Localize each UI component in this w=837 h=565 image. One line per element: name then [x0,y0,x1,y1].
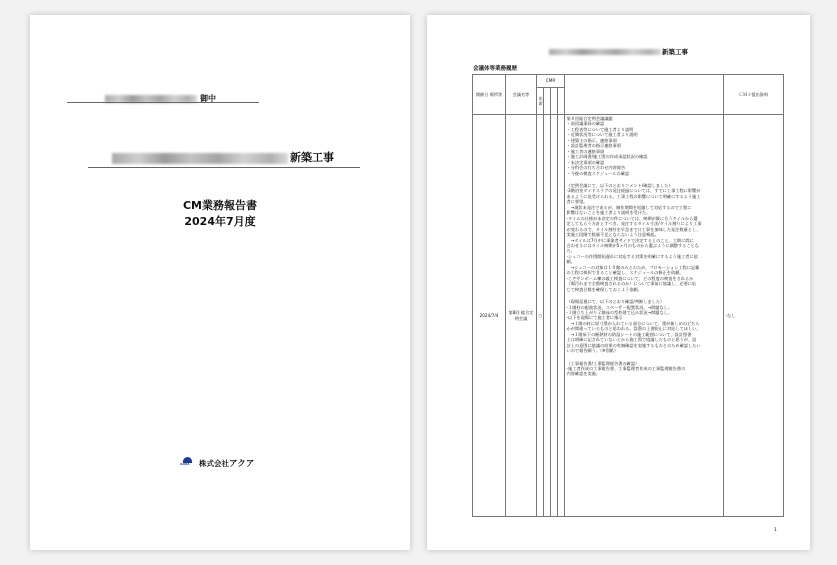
content-line: →１階の柱に原寸墨が入れている部分について、墨が新しめのどちら [566,320,700,326]
header-meeting: 会議名等 [506,75,537,115]
page-number: 1 [774,528,777,533]
content-line: →タイルは7月中に事業者サイドで決定するとのこと。工期に間に [566,237,694,243]
content-line: ・施工計画書/施工図の作成承認状況の確認 [566,154,648,160]
content-line: ・工程表等について施工者より説明 [566,126,634,132]
content-line: 第８回総合定例会議議題 [566,116,613,121]
content-line: （傷汚れまで全数検査されるのか）について事前に協議し、必要に応 [566,281,697,287]
report-header: 新築工事 [427,47,810,56]
project-name: 新築工事 [112,149,334,165]
content-line: 合わせるにはタイル納期が5ヶ月のものから選ぶように調整することな [566,242,699,248]
content-line: （定例会議にて、以下のとおりコメント/確認しました） [566,182,673,188]
header-content [565,75,724,115]
content-line: 上は明確に記されていないとから施工図で協議したものと思うが、設 [566,337,697,343]
client-underline [67,102,259,103]
content-line: -タイルの仕様が未決定の件については、納期が既に合うタイルから選 [566,215,698,221]
content-line [567,176,722,183]
content-line: あるように見受けられる。工事工程の影響について明確にするよう施工 [566,193,701,199]
content-line: ・近隣状況等について施工者より説明 [566,132,638,138]
project-underline [88,167,360,168]
content-line: た。 [566,248,575,254]
content-line: →１階床下の断熱材の防湿シートの施工範囲について、設計図書 [566,331,692,337]
content-line: 頼。 [566,259,575,265]
content-line: ・建築主の指示、連絡事項 [566,137,617,143]
content-line: 影響はないことを施工者より説明を受けた。 [566,210,651,216]
company-name: 株式会社 [199,459,229,468]
content-line [567,292,722,299]
header-cmr: CMR [537,75,565,88]
content-line: 実施工段階で数量不足とならないよう注意喚起。 [566,232,659,238]
content-line: いので報告願う。（※別紙） [566,348,619,354]
content-line: 計上の意図に協議の結果の有無確認を実施するものとのため確認したい [566,342,701,348]
aqua-logo-icon: AQUA [180,457,196,469]
content-line: ・未決定事項の確認 [566,159,605,165]
content-line: （現場巡視にて、以下のとおり確認/判断しました） [566,299,665,305]
content-line [567,354,722,361]
table-row [473,115,784,517]
content-line: →シュコーの対象は１０階のみとのため、プロモーション工程に記載 [566,264,700,270]
row-content [565,115,724,517]
content-line: →現状未発注であるが、制作期間を短縮して対応するので工程に [566,204,692,210]
content-line: -施工者作成の工事報告書、工事監理者作成の工事監理報告書の [566,366,686,372]
row-date: 2024/7/4 [473,115,506,517]
report-title: CM業務報告書 [182,199,258,212]
content-line: -１階柱の配筋状況、スペーサー配置状況、→問題なし。 [566,304,673,310]
row-meeting: 第8回 総合定例会議 [506,115,537,517]
redacted-project [112,153,288,164]
content-line: （工事報告書/工事監理報告書の確認） [566,360,640,366]
report-period: 2024年7月度 [184,215,256,228]
section-caption: 会議体等業務履歴 [473,66,518,72]
row-docs: -なし [724,115,784,517]
row-cmr-mark: ○ [537,115,544,517]
content-line: ・前回議事録の確認 [566,121,605,127]
content-line: が変わるので、タイル割付を早急まで口工事を加味した発注数量とし、 [566,226,701,232]
content-line: かが間違っているものと思われる。誤墨の上書防止に対応してほしい。 [566,326,701,332]
content-line: じて検査日数を確保しておくよう依頼。 [566,286,642,292]
report-page [427,15,810,550]
content-line: -以下を現場にて施工者に指示 [566,315,623,321]
content-line: ・今後の検査スケジュールの確認 [566,170,630,176]
content-line: の工程は採択できること確認し、スケジュールの修正を依頼。 [566,270,684,276]
header-date: 開催日 場所等 [473,75,506,115]
company-brand: アクア [229,459,255,469]
cover-page [30,15,410,550]
content-line: -こぞサンボーム棟の竣工検査について、どの程度の検査をされるか [566,275,694,281]
header-docs: ＣＭｒ提出資料 [724,75,784,115]
redacted-header-project [549,49,661,55]
content-line: ・分科会の打ち合わせ内容報告 [566,165,626,171]
content-line: 内容確認を実施。 [566,371,601,377]
meeting-log-table [472,74,784,517]
content-line: -3階浴室ダイドスラブの発注経過については、すでに工事工程に影響が [566,188,701,194]
content-line: 者に要望。 [566,199,588,205]
content-line: ・施工者の連絡事項 [566,148,605,154]
company-logo [180,457,254,469]
content-line: ・設計監理者の指示連絡事項 [566,143,621,149]
content-line: -シュコーの作図開始遅れに対応する対策を明確にするよう施工者に依 [566,253,698,259]
content-line: -１階立ち上がり２階床の型枠建て込み状況→問題なし。 [566,309,673,315]
content-line: 定してもらう方針とすべき。発注するタイル寸法/タイル割りにより工事 [566,221,702,227]
client-name: 御中 [105,93,216,104]
header-cmr-attend: 出席 [537,88,544,115]
